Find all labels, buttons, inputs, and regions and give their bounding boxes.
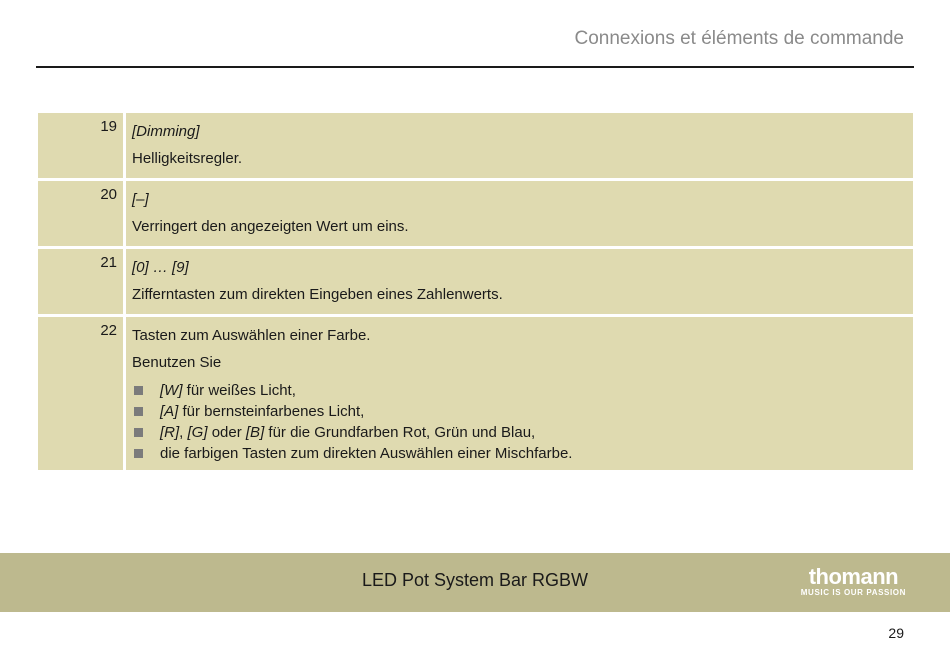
bullet-item	[132, 380, 907, 401]
bullet-square-icon	[134, 407, 143, 416]
item-description	[126, 249, 913, 314]
item-label: [0] … [9]	[132, 259, 189, 276]
footer-band	[0, 553, 950, 612]
product-title: LED Pot System Bar RGBW	[361, 570, 589, 590]
bullet-text: die farbigen Tasten zum direkten Auswählen einer Mischfarbe.	[160, 445, 573, 462]
key-label: [B]	[245, 424, 265, 441]
key-label: [A]	[160, 403, 179, 420]
bullet-text: für bernsteinfarbenes Licht,	[178, 403, 365, 420]
logo-wordmark: thomann	[808, 564, 899, 589]
item-text: Verringert den angezeigten Wert um eins.	[132, 218, 409, 235]
table-row	[38, 113, 913, 178]
header-divider	[36, 66, 914, 68]
bullet-item	[132, 401, 907, 422]
key-label: [G]	[187, 424, 208, 441]
item-description	[126, 317, 913, 470]
item-number: 20	[38, 181, 123, 246]
item-description	[126, 181, 913, 246]
bullet-square-icon	[134, 428, 143, 437]
item-label: [Dimming]	[132, 123, 200, 140]
bullet-separator: oder	[207, 424, 246, 441]
logo-tagline: MUSIC IS OUR PASSION	[800, 588, 906, 597]
bullet-item	[132, 422, 907, 443]
section-title: Connexions et éléments de commande	[574, 28, 904, 49]
bullet-text: für weißes Licht,	[182, 382, 296, 399]
bullet-square-icon	[134, 449, 143, 458]
controls-table	[38, 113, 913, 473]
thomann-logo	[801, 566, 906, 598]
item-number: 21	[38, 249, 123, 314]
item-label: [–]	[132, 191, 149, 208]
bullet-separator: ,	[179, 424, 188, 441]
bullet-item	[132, 443, 907, 464]
item-text: Helligkeitsregler.	[132, 150, 243, 167]
table-row	[38, 181, 913, 246]
table-row	[38, 317, 913, 470]
item-number: 19	[38, 113, 123, 178]
item-text: Zifferntasten zum direkten Eingeben eines Zahlenwerts.	[132, 286, 503, 303]
item-number: 22	[38, 317, 123, 470]
table-row	[38, 249, 913, 314]
item-description	[126, 113, 913, 178]
bullet-text: für die Grundfarben Rot, Grün und Blau,	[264, 424, 536, 441]
key-label: [W]	[160, 382, 183, 399]
item-text: Tasten zum Auswählen einer Farbe.	[132, 327, 371, 344]
bullet-square-icon	[134, 386, 143, 395]
item-text: Benutzen Sie	[132, 354, 222, 371]
page-number: 29	[888, 625, 904, 641]
key-label: [R]	[160, 424, 180, 441]
